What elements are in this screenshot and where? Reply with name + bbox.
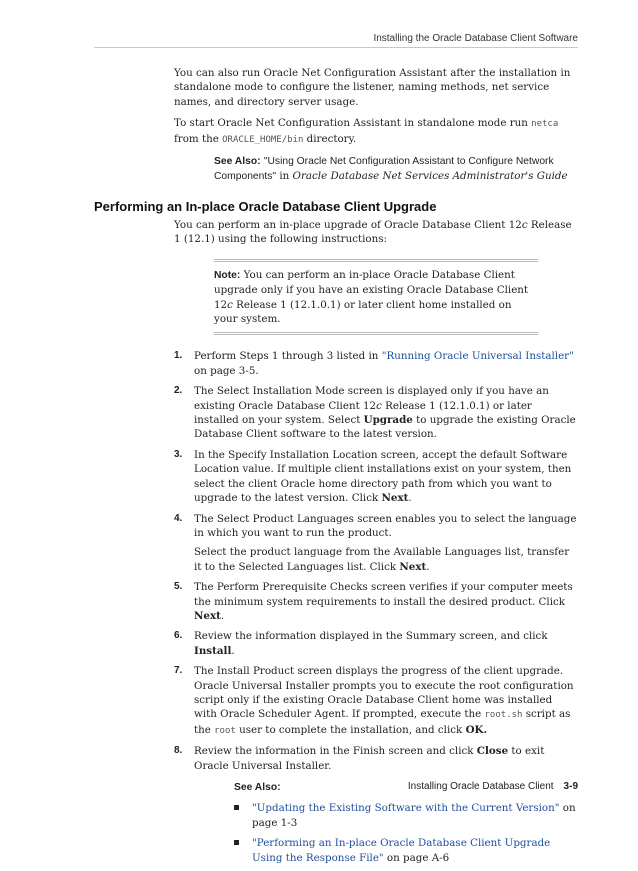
response-file-upgrade-link[interactable]: "Performing an In-place Oracle Database Client Upgrade Using the Response File" bbox=[252, 837, 551, 864]
bullet-icon bbox=[234, 840, 239, 845]
bullet-icon bbox=[234, 805, 239, 810]
netca-command: netca bbox=[531, 119, 559, 130]
see-also-net-services: See Also: "Using Oracle Net Configuration Assistant to Configure Network Components" in Oracle Database Net Services Administrator's Guide bbox=[214, 156, 568, 183]
page-number: 3-9 bbox=[563, 781, 578, 792]
see-also-related-label: See Also: bbox=[234, 782, 281, 793]
see-also-related-list bbox=[234, 801, 578, 865]
running-oui-link[interactable]: "Running Oracle Universal Installer" bbox=[381, 350, 574, 363]
root-sh-script: root.sh bbox=[484, 710, 523, 721]
section-intro: You can perform an in-place upgrade of Oracle Database Client 12c Release 1 (12.1) using the following instructions: bbox=[174, 219, 572, 246]
section-heading: Performing an In-place Oracle Database Client Upgrade bbox=[94, 199, 437, 214]
root-user: root bbox=[214, 725, 236, 736]
see-also-related bbox=[234, 781, 578, 865]
updating-existing-software-link[interactable]: "Updating the Existing Software with the Current Version" bbox=[252, 802, 560, 815]
note-box: Note: You can perform an in-place Oracle Database Client upgrade only if you have an existing Oracle Database Client 12c Release 1 (12.1.0.1) or later client home installed on your system. bbox=[214, 259, 538, 336]
upgrade-steps-list bbox=[174, 349, 578, 773]
step-7: 7. The Install Product screen displays the progress of the client upgrade. Oracle Universal Installer prompts you to execute the root configuration script only if the existing Oracle Database Client home was installed with Oracle Scheduler Agent. If prompted, execute the root.sh script as the root user to complete the installation, and click OK. bbox=[174, 665, 574, 736]
step-5: 5. The Perform Prerequisite Checks screen verifies if your computer meets the minimum system requirements to install the desired product. Click Next. bbox=[174, 581, 573, 622]
intro-paragraph-1: You can also run Oracle Net Configuration Assistant after the installation in standalone mode to configure the listener, naming methods, net service names, and directory server usage. bbox=[174, 67, 571, 108]
footer-chapter-title: Installing Oracle Database Client bbox=[407, 781, 554, 792]
note-label: Note: bbox=[214, 269, 241, 281]
step-3: 3. In the Specify Installation Location screen, accept the default Software Location value. If multiple client installations exist on your system, then select the client Oracle home directory path from which you want to upgrade to the latest version. Click Next. bbox=[174, 448, 572, 505]
see-also-item: "Performing an In-place Oracle Database Client Upgrade Using the Response File" on page A-6 bbox=[234, 836, 578, 865]
step-6: 6. Review the information displayed in the Summary screen, and click Install. bbox=[174, 630, 548, 657]
see-also-reference-title: "Using Oracle Net Configuration Assistant to Configure Network Components" bbox=[214, 156, 554, 183]
step-2: 2. The Select Installation Mode screen is displayed only if you have an existing Oracle Database Client 12c Release 1 (12.1.0.1) or later installed on your system. Select Upgrade to upgrade the existing Oracle Database Client software to the latest version. bbox=[174, 385, 576, 441]
running-header: Installing the Oracle Database Client Software bbox=[373, 33, 578, 44]
upgrade-section-body bbox=[174, 218, 578, 871]
step-8: 8. Review the information in the Finish screen and click Close to exit Oracle Universal Installer. bbox=[174, 745, 545, 772]
see-also-item: "Updating the Existing Software with the Current Version" on page 1-3 bbox=[234, 801, 578, 830]
header-rule bbox=[94, 47, 578, 48]
step-4: 4. The Select Product Languages screen enables you to select the language in which you want to run the product. Select the product language from the Available Languages list, transfer it to the Selected Languages list. Click Next. bbox=[174, 512, 577, 573]
see-also-label: See Also: bbox=[214, 156, 261, 168]
step-1: 1. Perform Steps 1 through 3 listed in "Running Oracle Universal Installer" on page 3-5. bbox=[174, 350, 574, 377]
see-also-book-title: Oracle Database Net Services Administrator's Guide bbox=[292, 170, 568, 183]
intro-paragraph-2: To start Oracle Net Configuration Assistant in standalone mode run netca from the ORACLE_HOME/bin directory. bbox=[174, 117, 559, 145]
intro-block bbox=[174, 66, 578, 193]
step-4-detail: Select the product language from the Available Languages list, transfer it to the Selected Languages list. Click Next. bbox=[194, 546, 570, 573]
oracle-home-bin-path: ORACLE_HOME/bin bbox=[222, 134, 304, 145]
page-footer bbox=[408, 781, 578, 792]
